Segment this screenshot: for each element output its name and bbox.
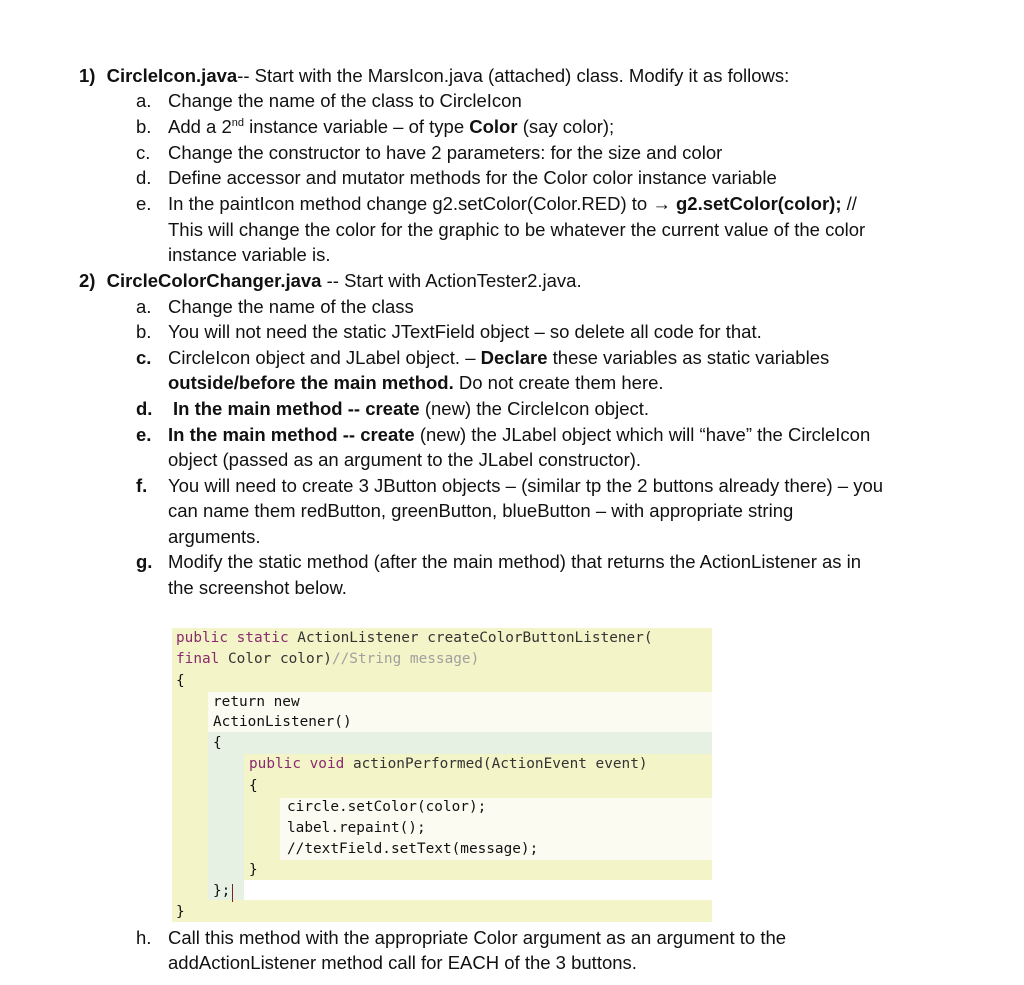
code-line-14: } [176, 904, 185, 920]
item-1-heading [79, 65, 789, 87]
code-line-1 [176, 630, 653, 646]
code-line-6: { [213, 735, 222, 751]
item-2g [136, 551, 861, 573]
item-2b [136, 321, 762, 343]
item-2-heading [79, 270, 582, 292]
item-2h-text: Call this method with the appropriate Color argument as an argument to the [168, 927, 787, 948]
item-2f-line2: can name them redButton, greenButton, blueButton – with appropriate string [168, 500, 794, 521]
item-2d [136, 398, 649, 420]
item-1-title: CircleIcon.java [106, 65, 238, 86]
code-line-11: //textField.setText(message); [287, 841, 539, 857]
item-1e-line2: This will change the color for the graphic to be whatever the current value of the color [168, 219, 866, 240]
code-bg-anon-open [208, 732, 712, 754]
item-2c-line2-bold: outside/before the main method. [168, 372, 454, 393]
item-1b-letter: b. [136, 116, 152, 137]
item-2f-letter: f. [136, 475, 148, 496]
item-1e-letter: e. [136, 193, 152, 214]
item-2-title-rest: -- Start with ActionTester2.java. [321, 270, 582, 291]
item-1d-letter: d. [136, 167, 152, 188]
code-keyword: public void [249, 756, 353, 772]
item-2d-letter: d. [136, 398, 153, 419]
code-bg-method-end [172, 900, 712, 922]
item-1b-post2: (say color); [517, 116, 615, 137]
code-bg-anon-gutter [208, 754, 244, 900]
item-2f [136, 475, 883, 497]
item-2g-text: Modify the static method (after the main method) that returns the ActionListener as in [168, 551, 862, 572]
item-2g-line2: the screenshot below. [168, 577, 347, 598]
code-keyword: final [176, 651, 228, 667]
item-1a [136, 90, 522, 112]
code-keyword: public static [176, 630, 298, 646]
item-2a-letter: a. [136, 296, 152, 317]
item-2h [136, 927, 786, 949]
code-bg-method-gutter [172, 692, 208, 922]
item-1b [136, 116, 614, 138]
code-text: ActionListener createColorButtonListener( [297, 630, 653, 646]
code-line-2 [176, 651, 479, 667]
item-1e-post: // [841, 193, 857, 214]
item-2a [136, 296, 414, 318]
text-cursor [232, 884, 233, 902]
code-text: Color color) [227, 651, 332, 667]
item-2e-bold: In the main method -- create [168, 424, 415, 445]
item-2e-letter: e. [136, 424, 152, 445]
item-1-title-rest: -- Start with the MarsIcon.java (attached) class. Modify it as follows: [237, 65, 790, 86]
item-2c-line2-rest: Do not create them here. [453, 372, 664, 393]
item-1e-pre: In the paintIcon method change g2.setColor(Color.RED) to → [168, 193, 676, 214]
item-2e [136, 424, 870, 446]
item-1a-letter: a. [136, 90, 152, 111]
item-1-number: 1) [79, 65, 96, 86]
item-2-title: CircleColorChanger.java [106, 270, 322, 291]
item-2e-post: (new) the JLabel object which will “have” the CircleIcon [414, 424, 871, 445]
item-2d-post: (new) the CircleIcon object. [419, 398, 650, 419]
item-2e-line2: object (passed as an argument to the JLabel constructor). [168, 449, 642, 470]
item-2b-letter: b. [136, 321, 152, 342]
item-1b-pre: Add a 2 [168, 116, 232, 137]
item-1e-bold: g2.setColor(color); [676, 193, 842, 214]
item-1c-letter: c. [136, 142, 151, 163]
item-1b-bold: Color [469, 116, 518, 137]
item-1e [136, 193, 857, 215]
item-2c-bold: Declare [480, 347, 548, 368]
item-2a-text: Change the name of the class [168, 296, 414, 317]
item-1c [136, 142, 722, 164]
code-line-3: { [176, 673, 185, 689]
code-text: actionPerformed(ActionEvent event) [352, 756, 648, 772]
item-1b-post: instance variable – of type [244, 116, 470, 137]
item-2d-bold: In the main method -- create [173, 398, 420, 419]
code-line-7 [249, 756, 648, 772]
item-2f-text: You will need to create 3 JButton objects – (similar tp the 2 buttons already there) – you [168, 475, 884, 496]
item-2f-line3: arguments. [168, 526, 261, 547]
item-2b-text: You will not need the static JTextField object – so delete all code for that. [168, 321, 762, 342]
item-1a-text: Change the name of the class to CircleIcon [168, 90, 522, 111]
item-1d-text: Define accessor and mutator methods for the Color color instance variable [168, 167, 777, 188]
code-line-10: label.repaint(); [287, 820, 426, 836]
item-1d [136, 167, 777, 189]
item-2c [136, 347, 829, 369]
code-line-4: return new [213, 694, 300, 710]
item-2c-pre: CircleIcon object and JLabel object. – [168, 347, 481, 368]
code-line-12: } [249, 862, 258, 878]
item-2c-letter: c. [136, 347, 152, 368]
item-2h-letter: h. [136, 927, 152, 948]
code-line-5: ActionListener() [213, 714, 352, 730]
code-bg-action-end [244, 860, 712, 880]
item-2h-line2: addActionListener method call for EACH of the 3 buttons. [168, 952, 637, 973]
item-1c-text: Change the constructor to have 2 parameters: for the size and color [168, 142, 723, 163]
item-2c-line2 [168, 372, 664, 394]
item-2g-letter: g. [136, 551, 153, 572]
code-line-8: { [249, 778, 258, 794]
code-comment: //String message) [331, 651, 480, 667]
item-2c-post: these variables as static variables [547, 347, 830, 368]
item-1e-line3: instance variable is. [168, 244, 331, 265]
item-1b-sup: nd [231, 116, 245, 129]
code-line-13: }; [213, 883, 231, 899]
item-2-number: 2) [79, 270, 96, 291]
code-line-9: circle.setColor(color); [287, 799, 487, 815]
